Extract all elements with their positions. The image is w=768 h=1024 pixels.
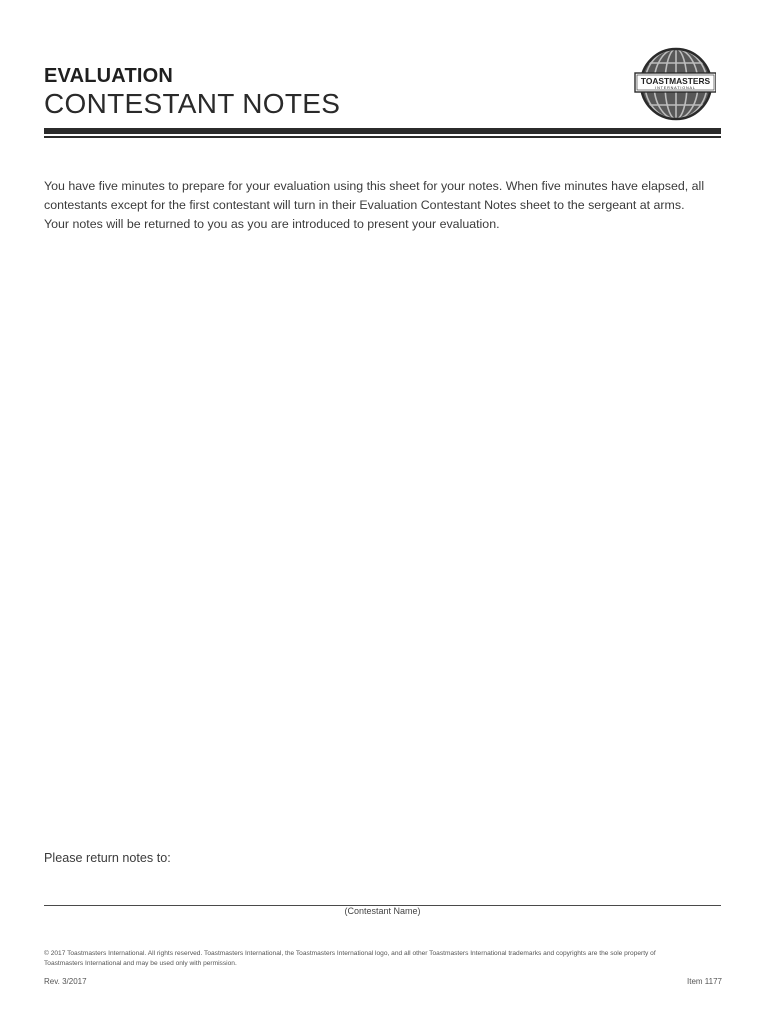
header-rule-thin xyxy=(44,136,721,138)
revision-label: Rev. 3/2017 xyxy=(44,977,87,986)
copyright-notice xyxy=(44,949,724,969)
return-notes-label: Please return notes to: xyxy=(44,851,171,865)
instructions-line-2: contestants except for the first contestant will turn in their Evaluation Contestant Notes sheet to the sergeant at arms. xyxy=(44,198,685,212)
page-title: EVALUATION xyxy=(44,65,174,87)
page-subtitle: CONTESTANT NOTES xyxy=(44,88,341,119)
instructions-paragraph xyxy=(44,177,724,234)
contestant-name-caption: (Contestant Name) xyxy=(344,906,421,916)
logo-wordmark: TOASTMASTERS xyxy=(640,76,711,86)
copyright-line-2: Toastmasters International and may be used only with permission. xyxy=(44,960,237,967)
item-number: Item 1177 xyxy=(687,977,722,986)
notes-writing-area[interactable] xyxy=(44,250,721,840)
logo-subtext: INTERNATIONAL xyxy=(655,86,696,90)
copyright-line-1: © 2017 Toastmasters International. All rights reserved. Toastmasters International, the Toastmasters International logo, and all other Toastmasters International trademarks and copyrights are the sole property of xyxy=(44,950,656,957)
instructions-line-1: You have five minutes to prepare for your evaluation using this sheet for your notes. When five minutes have elapsed, all xyxy=(44,179,705,193)
header-rule-thick xyxy=(44,128,721,134)
toastmasters-logo xyxy=(632,46,716,122)
globe-logo-icon xyxy=(632,46,716,122)
instructions-line-3: Your notes will be returned to you as you are introduced to present your evaluation. xyxy=(44,217,500,231)
